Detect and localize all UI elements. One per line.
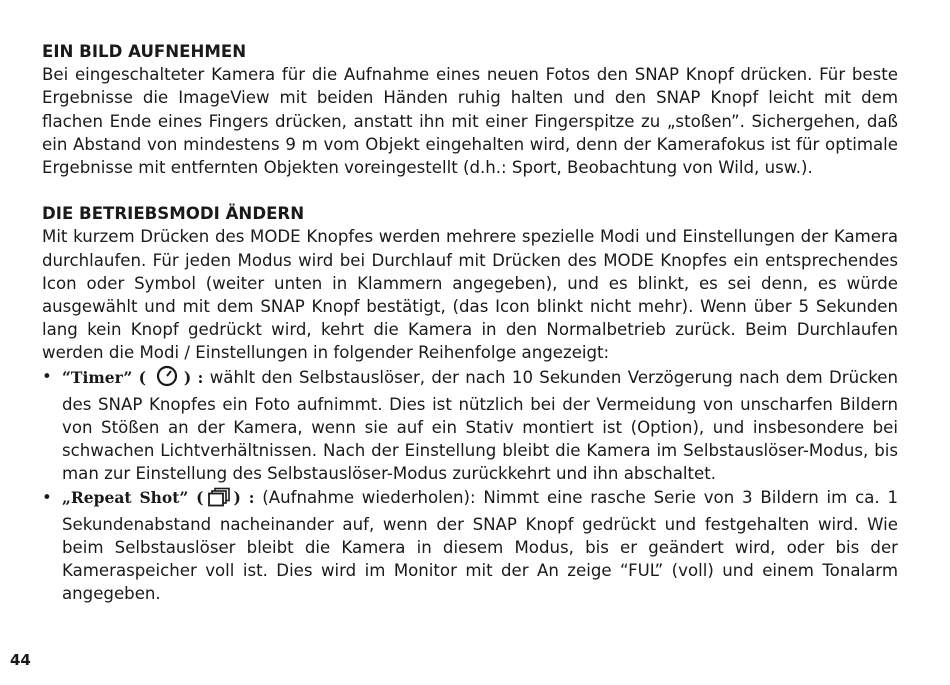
- mode-paren-open: (: [196, 487, 204, 507]
- bullet-marker: •: [42, 366, 52, 386]
- mode-item-repeat-shot: [42, 486, 898, 606]
- mode-item-timer: [42, 365, 898, 486]
- mode-paren-close: ) :: [233, 487, 255, 507]
- bullet-marker: •: [42, 487, 52, 507]
- section-heading-change-modes: DIE BETRIEBSMODI ÄNDERN: [42, 204, 305, 224]
- section-body-take-picture: Bei eingeschalteter Kamera für die Aufnahme eines neuen Fotos den SNAP Knopf drücken. Für beste Ergebnisse die ImageView mit beiden Händen ruhig halten und den SNAP Knopf leicht mit dem flachen Ende eines Fingers drücken, anstatt ihn mit einer Fingerspitze zu „stoßen”. Sichergehen, daß ein Abstand von mindestens 9 m vom Objekt eingehalten wird, denn der Kamerafokus ist für optimale Ergebnisse mit entfernten Objekten voreingestellt (d.h.: Sport, Beobachtung von Wild, usw.).: [42, 65, 898, 178]
- manual-page-content: [42, 40, 898, 606]
- mode-list: [42, 365, 898, 606]
- section-spacer: [42, 179, 898, 202]
- timer-icon: [156, 365, 178, 393]
- mode-paren-open: (: [138, 367, 146, 387]
- mode-description-repeat-shot: (Aufnahme wiederholen): Nimmt eine rasche Serie von 3 Bildern im ca. 1 Sekundenabstand nacheinander auf, wenn der SNAP Knopf gedrückt und festgehalten wird. Wie beim Selbstauslöser bleibt die Kamera in diesem Modus, bis er geändert wird, oder bis der Kameraspeicher voll ist. Dies wird im Monitor mit der An zeige “FUL” (voll) und einem Tonalarm angegeben.: [62, 487, 899, 604]
- mode-paren-close: ) :: [183, 367, 204, 387]
- section-heading-take-picture: EIN BILD AUFNEHMEN: [42, 42, 247, 61]
- mode-term-timer: “Timer”: [62, 367, 133, 387]
- mode-term-repeat-shot: „Repeat Shot”: [62, 487, 189, 507]
- page-number: 44: [10, 651, 31, 669]
- section-body-change-modes: Mit kurzem Drücken des MODE Knopfes werden mehrere spezielle Modi und Einstellungen der Kamera durchlaufen. Für jeden Modus wird bei Durchlauf mit Drücken des MODE Knopfes ein entsprechendes Icon oder Symbol (weiter unten in Klammern angegeben), und es blinkt, es sei denn, es würde ausgewählt und mit dem SNAP Knopf bestätigt, (das Icon blinkt nicht mehr). Wenn über 5 Sekunden lang kein Knopf gedrückt wird, kehrt die Kamera in den Normalbetrieb zurück. Beim Durchlaufen werden die Modi / Einstellungen in folgender Reihenfolge angezeigt:: [42, 227, 898, 363]
- repeat-shot-icon: [208, 487, 232, 513]
- mode-description-timer: wählt den Selbstauslöser, der nach 10 Sekunden Verzögerung nach dem Drücken des SNAP Knopfes ein Foto aufnimmt. Dies ist nützlich bei der Vermeidung von unscharfen Bildern von Stößen an der Kamera, wenn sie auf ein Stativ montiert ist (Option), und insbesondere bei schwachen Lichtverhältnissen. Nach der Einstellung bleibt die Kamera im Selbstauslöser-Modus, bis man zur Einstellung des Selbstauslöser-Modus zurückkehrt und ihn abschaltet.: [62, 367, 898, 484]
